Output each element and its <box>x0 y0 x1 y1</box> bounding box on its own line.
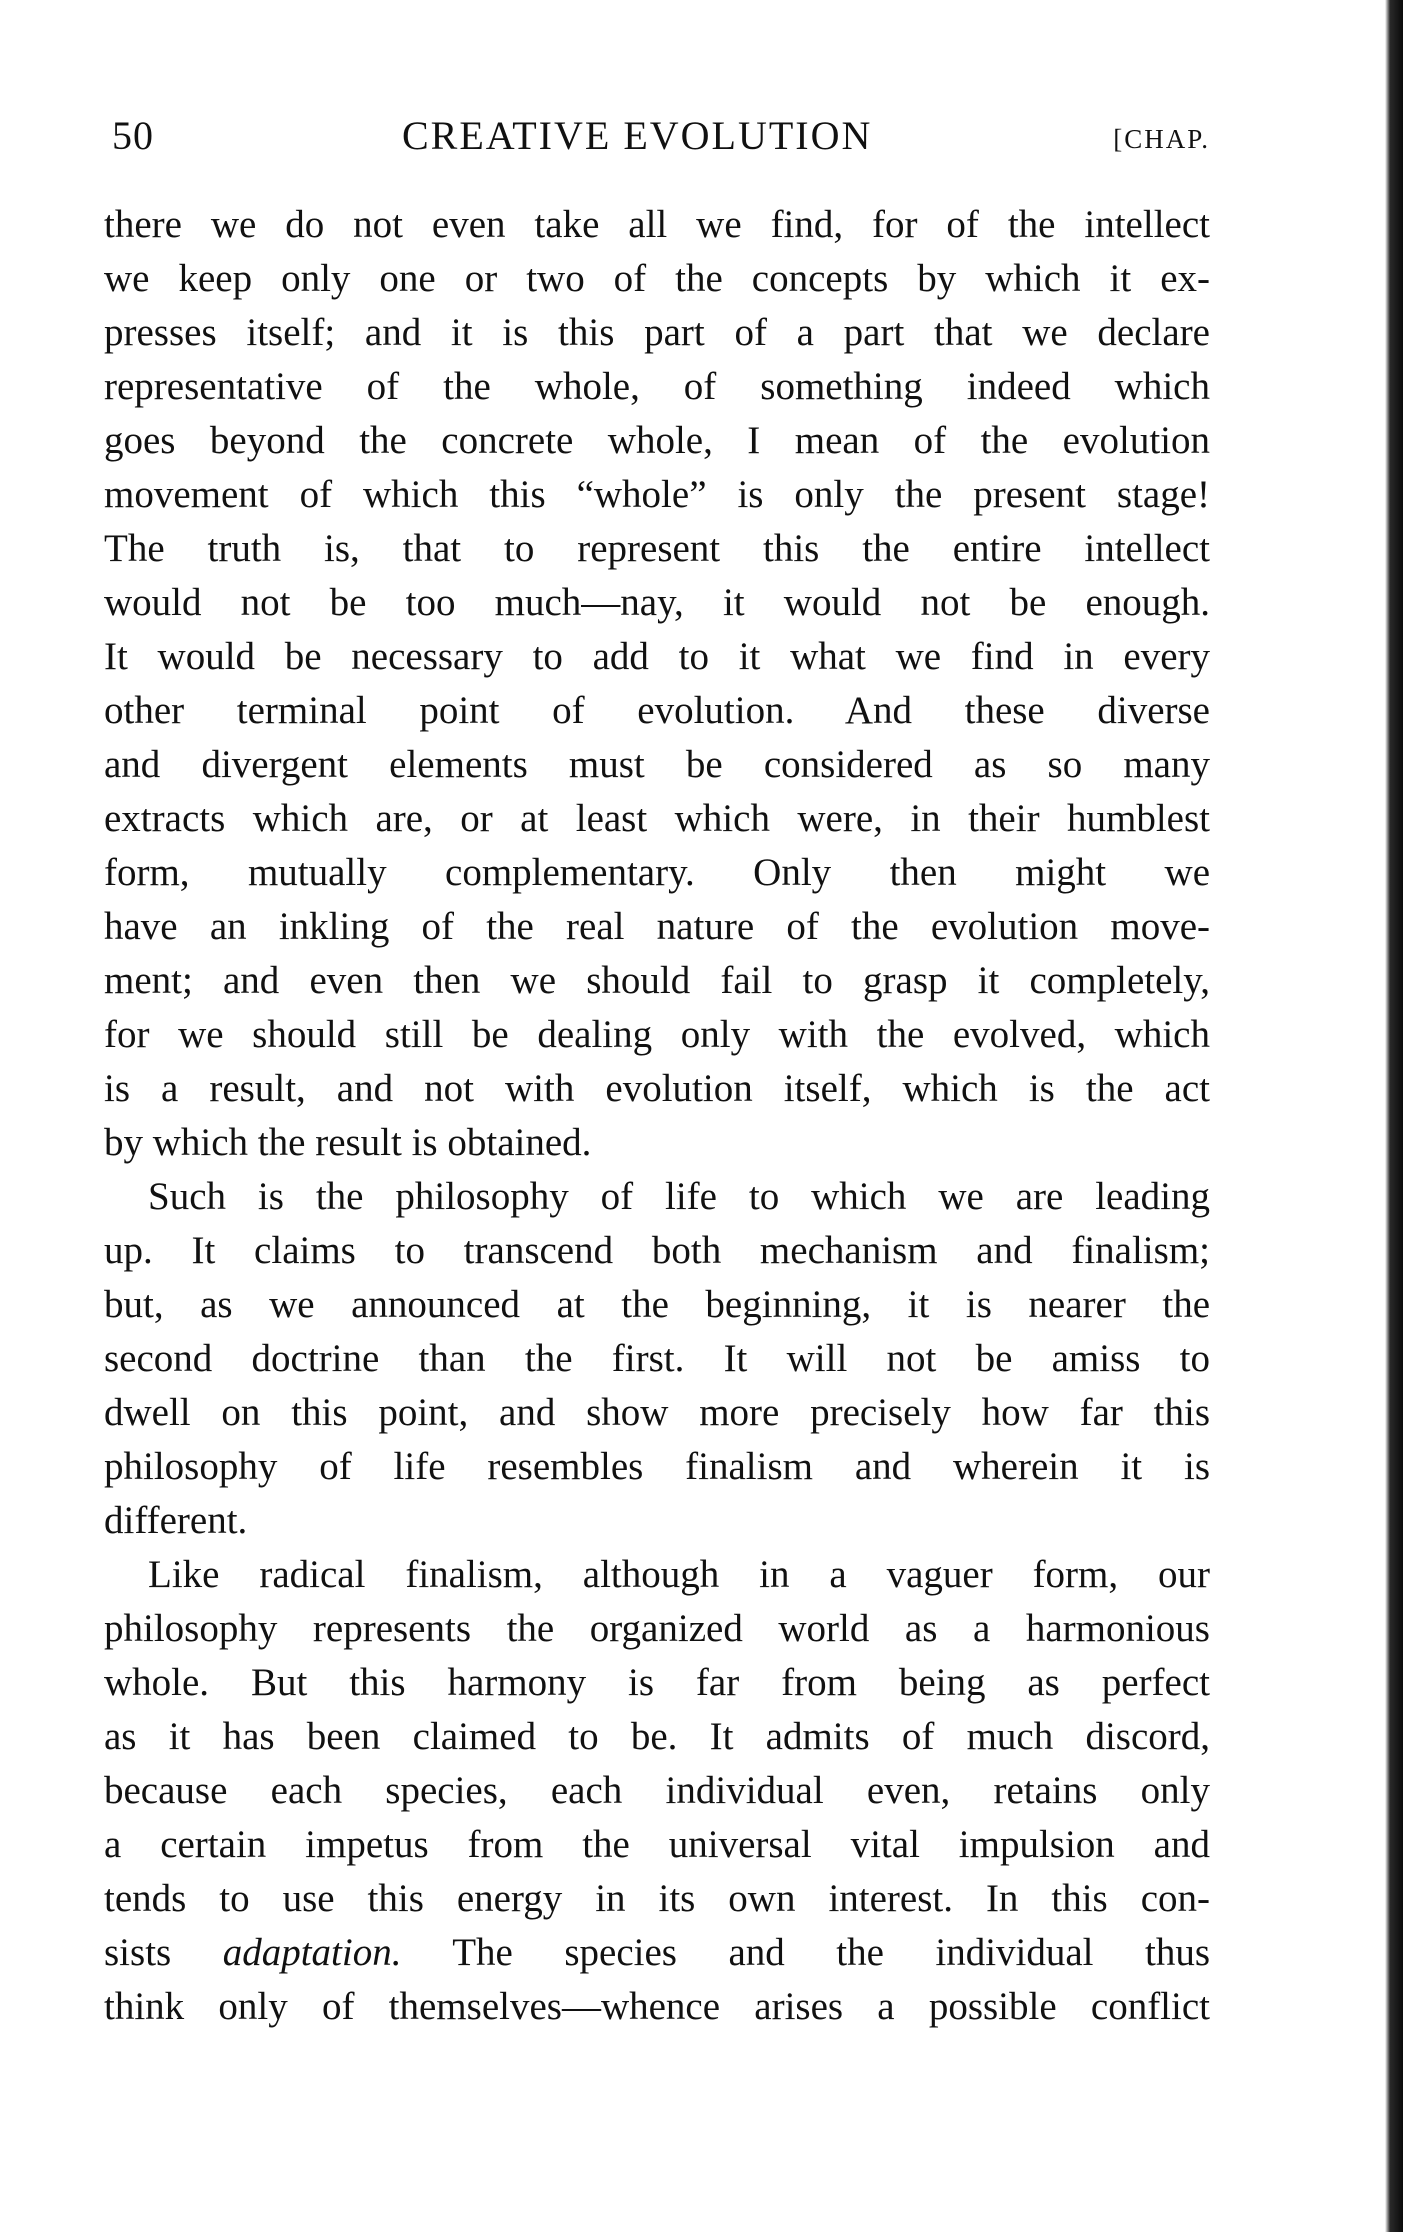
paragraph-3 <box>104 1548 1210 2034</box>
text-span: sists <box>104 1931 223 1974</box>
text-line: up. It claims to transcend both mechanism and finalism; <box>104 1229 1210 1272</box>
paragraph-1 <box>104 198 1210 1170</box>
italic-term: adaptation. <box>222 1931 402 1974</box>
text-line: whole. But this harmony is far from being as perfect <box>104 1661 1210 1704</box>
text-line: second doctrine than the first. It will not be amiss to <box>104 1337 1210 1380</box>
page-edge-shadow <box>1385 0 1403 2232</box>
text-line: movement of which this “whole” is only the present stage! <box>104 473 1210 516</box>
text-line: philosophy represents the organized world as a harmonious <box>104 1607 1210 1650</box>
text-line: other terminal point of evolution. And these diverse <box>104 689 1210 732</box>
text-line: as it has been claimed to be. It admits of much discord, <box>104 1715 1210 1758</box>
page-number: 50 <box>112 113 154 158</box>
text-line: is a result, and not with evolution itself, which is the act <box>104 1067 1210 1110</box>
text-line: a certain impetus from the universal vital impulsion and <box>104 1823 1210 1866</box>
text-line: different. <box>104 1499 248 1542</box>
running-header <box>112 112 1210 162</box>
text-line: dwell on this point, and show more precisely how far this <box>104 1391 1210 1434</box>
text-line: there we do not even take all we find, for of the intellect <box>104 203 1210 246</box>
text-line: and divergent elements must be considered as so many <box>104 743 1210 786</box>
text-line: presses itself; and it is this part of a part that we declare <box>104 311 1210 354</box>
text-line: would not be too much—nay, it would not be enough. <box>104 581 1210 624</box>
text-line: extracts which are, or at least which were, in their humblest <box>104 797 1210 840</box>
text-line: Such is the philosophy of life to which we are leading <box>148 1175 1210 1218</box>
text-line: for we should still be dealing only with the evolved, which <box>104 1013 1210 1056</box>
running-title: CREATIVE EVOLUTION <box>402 113 873 158</box>
body-text <box>104 198 1210 2034</box>
text-span: The species and the individual thus <box>401 1931 1211 1974</box>
text-line: It would be necessary to add to it what we find in every <box>104 635 1210 678</box>
text-line: think only of themselves—whence arises a possible conflict <box>104 1985 1210 2028</box>
text-line: because each species, each individual even, retains only <box>104 1769 1210 1812</box>
paragraph-2 <box>104 1170 1210 1548</box>
text-line: Like radical finalism, although in a vaguer form, our <box>148 1553 1210 1596</box>
text-line-with-italic <box>104 1926 1210 1980</box>
text-line: by which the result is obtained. <box>104 1121 592 1164</box>
text-line: ment; and even then we should fail to grasp it completely, <box>104 959 1210 1002</box>
text-line: we keep only one or two of the concepts by which it ex- <box>104 257 1210 300</box>
text-line: representative of the whole, of something indeed which <box>104 365 1210 408</box>
chapter-label: [CHAP. <box>1113 124 1210 154</box>
text-line: but, as we announced at the beginning, it is nearer the <box>104 1283 1210 1326</box>
text-line: tends to use this energy in its own interest. In this con- <box>104 1877 1210 1920</box>
text-line: have an inkling of the real nature of the evolution move- <box>104 905 1210 948</box>
text-line: goes beyond the concrete whole, I mean of the evolution <box>104 419 1210 462</box>
text-line: philosophy of life resembles finalism and wherein it is <box>104 1445 1210 1488</box>
text-line: The truth is, that to represent this the entire intellect <box>104 527 1210 570</box>
text-line: form, mutually complementary. Only then might we <box>104 851 1210 894</box>
